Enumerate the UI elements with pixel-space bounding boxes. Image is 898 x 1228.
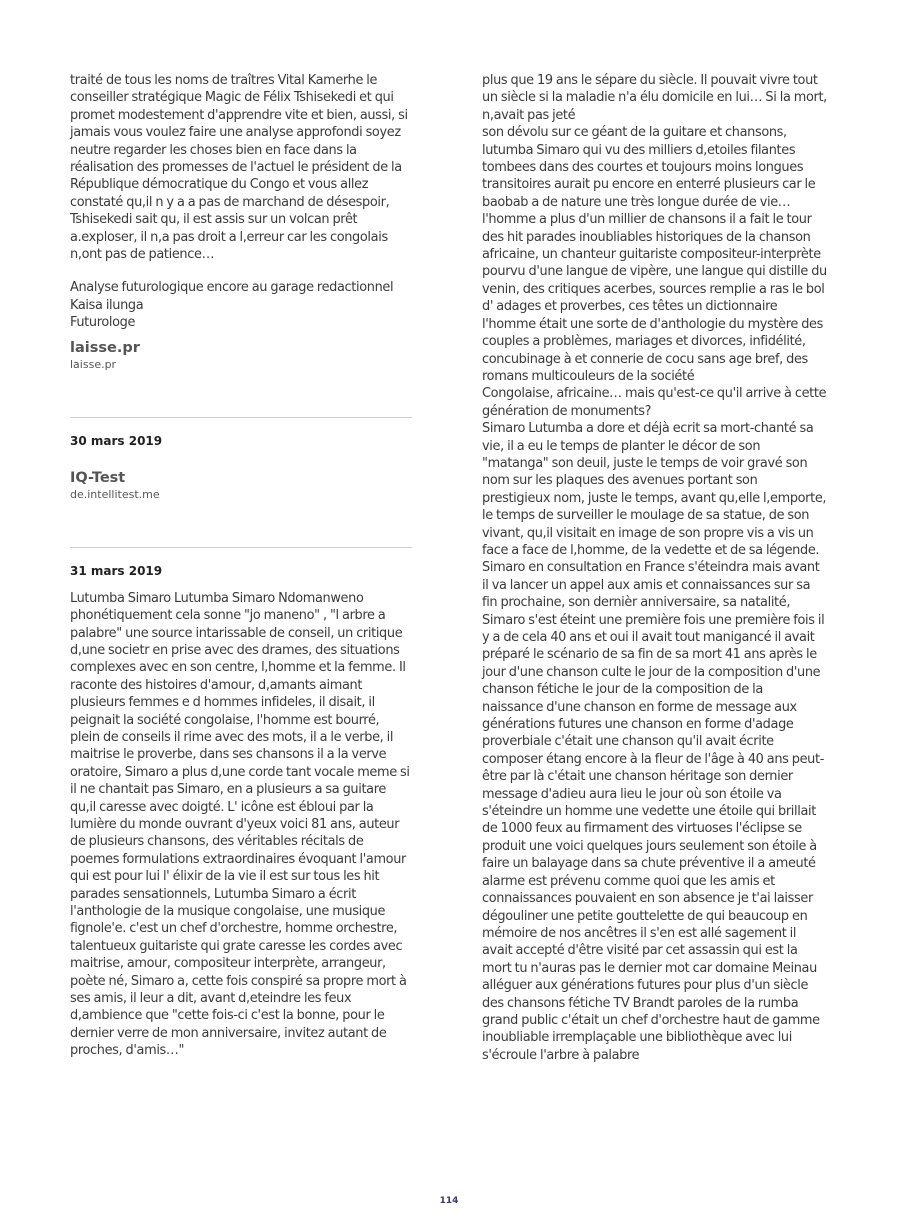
link-title[interactable]: laisse.pr	[70, 339, 140, 356]
entry-link-url[interactable]: de.intellitest.me	[70, 487, 160, 501]
right-column	[482, 72, 827, 1064]
page-number: 114	[439, 1196, 459, 1206]
entry-link-title[interactable]: IQ-Test	[70, 469, 126, 486]
intro-paragraph: traité de tous les noms de traîtres Vital Kamerhe le conseiller stratégique Magic de Félix Tshisekedi et qui promet modestement d'apprendre vite et bien, aussi, si jamais vous voulez faire une analyse approfondi soyez neutre regarder les choses bien en face dans la réalisation des promesses de l'actuel le président de la République démocratique du Congo et vous allez constaté qu,il n y a a pas de marchand de désespoir, Tshisekedi sait qu, il est assis sur un volcan prêt a.exploser, il n,a pas droit a l,erreur car les congolais n,ont pas de patience…	[70, 73, 408, 263]
article-body: Lutumba Simaro Lutumba Simaro Ndomanweno phonétiquement cela sonne "jo maneno" , "l arbre a palabre" une source intarissable de conseil, un critique d,une societr en prise avec des drames, des situations complexes avec en son centre, l,homme et la femme. Il raconte des histoires d'amour, d,amants aimant plusieurs femmes e d hommes infideles, il disait, il peignait la société congolaise, l'homme est bourré, plein de conseils il rime avec des mots, il a le verbe, il maitrise le proverbe, dans ses chansons il a la verve oratoire, Simaro a plus d,une corde tant vocale meme si il ne chantait pas Simaro, en a plusieurs a sa guitare qu,il caresse avec doigté. L' icône est ébloui par la lumière du monde ouvrant d'yeux voici 81 ans, auteur de plusieurs chansons, des véritables récitals de poemes formulations extraordinaires évoquant l'amour qui est pour lui l' élixir de la vie il est sur tous les hit parades sensationnels, Lutumba Simaro a écrit l'anthologie de la musique congolaise, une musique fignole'e. c'est un chef d'orchestre, homme orchestre, talentueux guitariste qui grate caresse les cordes avec maitrise, amour, compositeur interprète, arrangeur, poète né, Simaro a, cette fois conspiré sa propre mort à ses amis, il leur a dit, avant d,eteindre les feux d,ambience que "cette fois-ci c'est la bonne, pour le dernier verre de mon anniversaire, invitez autant de proches, d'amis…"	[70, 590, 410, 1059]
signature-block: Analyse futurologique encore au garage redactionnel Kaisa ilunga Futurologe	[70, 280, 394, 331]
article-continuation: plus que 19 ans le sépare du siècle. Il pouvait vivre tout un siècle si la maladie n'a élu domicile en lui… Si la mort, n,avait pas jeté son dévolu sur ce géant de la guitare et chansons, lutumba Simaro qui vu des milliers d,etoiles filantes tombees dans des courtes et toujours moins longues transitoires aurait pu encore en enterré plusieurs car le baobab a de nature une très longue durée de vie… l'homme a plus d'un millier de chansons il a fait le tour des hit parades inoubliables historiques de la chanson africaine, un chanteur guitariste compositeur-interprète pourvu d'une langue de vipère, une langue qui distille du venin, des critiques acerbes, sources remplie a ras le bol d' adages et proverbes, ces têtes un dictionnaire l'homme était une sorte de d'anthologie du mystère des couples a problèmes, mariages et divorces, infidélité, concubinage à et connerie de cocu sans age bref, des romans multicouleurs de la société Congolaise, africaine… mais qu'est-ce qu'il arrive à cette génération de monuments? Simaro Lutumba a dore et déjà ecrit sa mort-chanté sa vie, il a eu le temps de planter le décor de son "matanga" son deuil, juste le temps de voir gravé son nom sur les plaques des avenues portant son prestigieux nom, juste le temps, avant qu,elle l,emporte, le temps de surveiller le moulage de sa statue, de son vivant, qu,il visitait en image de son propre vis a vis un face a face de l,homme, de la vedette et de sa légende. Simaro en consultation en France s'éteindra mais avant il va lancer un appel aux amis et connaissances sur sa fin prochaine, son dernièr anniversaire, sa natalité, Simaro s'est éteint une première fois une première fois il y a de cela 40 ans et oui il avait tout manigancé il avait préparé le scénario de sa fin de sa mort 41 ans après le jour d'une chanson culte le jour de la composition d'une chanson fétiche le jour de la composition de la naissance d'une chanson en forme de message aux générations futures une chanson en forme d'adage proverbiale c'était une chanson qu'il avait écrite composer étang encore à la fleur de l'âge à 40 ans peut-être par là c'était une chanson héritage son dernier message d'adieu aura lieu le jour où son étoile va s'éteindre un homme une vedette une étoile qui brillait de 1000 feux au firmament des virtuoses l'éclipse se produit une voici quelques jours seulement son étoile à faire un balayage dans sa chute préventive il a ameuté alarme est prévenu comme quoi que les amis et connaissances pouvaient en son absence je t'ai laisser dégouliner une petite gouttelette de qui beaucoup en mémoire de nos ancêtres il s'en est allé sagement il avait accepté d'être visité par cet assassin qui est la mort tu n'auras pas le dernier mot car domaine Meinau alléguer aux générations futures pour plus d'un siècle des chansons fétiche TV Brandt paroles de la rumba grand public c'était un chef d'orchestre haut de gamme inoubliable irremplaçable une bibliothèque avec lui s'écroule l'arbre à palabre	[482, 73, 827, 1063]
entry-date: 30 mars 2019	[70, 433, 163, 448]
left-column	[70, 72, 412, 1060]
link-url[interactable]: laisse.pr	[70, 357, 117, 371]
entry-date: 31 mars 2019	[70, 563, 163, 578]
